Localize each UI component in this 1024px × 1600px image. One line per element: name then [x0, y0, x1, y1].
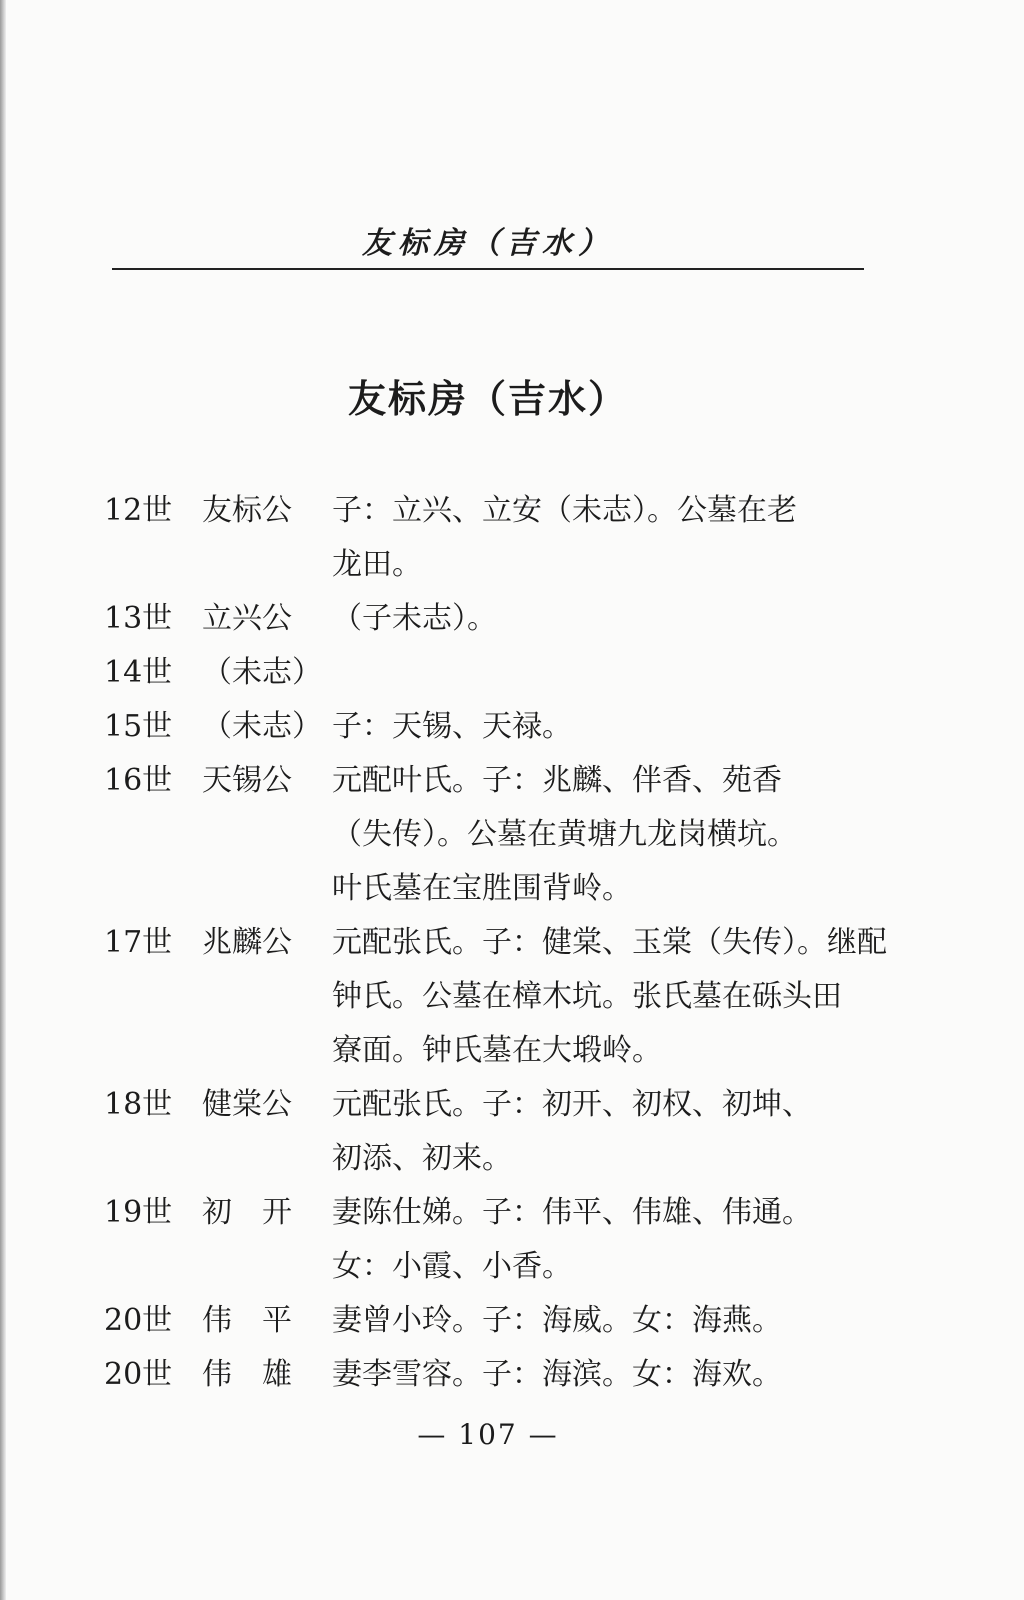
genealogy-entry: [104, 1078, 874, 1186]
genealogy-entry: [104, 1186, 874, 1294]
genealogy-entries: [104, 484, 887, 1402]
description-line: 龙田。: [332, 547, 422, 582]
running-header: 友标房（吉水）: [362, 226, 614, 261]
entry-description: [332, 1294, 864, 1348]
genealogy-entry: [104, 646, 874, 700]
header-rule: [112, 268, 864, 270]
description-line: 元配叶氏。子：兆麟、伴香、苑香: [332, 763, 782, 798]
description-line: 寮面。钟氏墓在大塅岭。: [332, 1033, 662, 1068]
person-name: 友标公: [202, 493, 292, 528]
entry-description: [332, 592, 864, 646]
generation-label: 12世: [104, 493, 173, 528]
description-line: 元配张氏。子：初开、初权、初坤、: [332, 1087, 812, 1122]
person-name: （未志）: [202, 655, 322, 690]
generation-label: 18世: [104, 1087, 173, 1122]
description-line: 元配张氏。子：健棠、玉棠（失传）。继配: [332, 925, 887, 960]
description-line: 子：天锡、天禄。: [332, 709, 572, 744]
description-line: 子：立兴、立安（未志）。公墓在老: [332, 493, 797, 528]
person-name: （未志）: [202, 709, 322, 744]
entry-description: [332, 916, 887, 1078]
page-number: — 107 —: [417, 1418, 559, 1451]
generation-label: 17世: [104, 925, 173, 960]
description-line: 妻李雪容。子：海滨。女：海欢。: [332, 1357, 782, 1392]
genealogy-entry: [104, 700, 874, 754]
description-line: 妻曾小玲。子：海威。女：海燕。: [332, 1303, 782, 1338]
description-line: 女：小霞、小香。: [332, 1249, 572, 1284]
genealogy-entry: [104, 916, 887, 1078]
entry-description: [332, 484, 864, 592]
description-line: 妻陈仕娣。子：伟平、伟雄、伟通。: [332, 1195, 812, 1230]
binding-shadow: [0, 0, 6, 1600]
entry-description: [332, 1186, 864, 1294]
description-line: 钟氏。公墓在樟木坑。张氏墓在砾头田: [332, 979, 842, 1014]
description-line: （子未志）。: [332, 601, 497, 636]
generation-label: 14世: [104, 655, 173, 690]
generation-label: 16世: [104, 763, 173, 798]
entry-description: [332, 1078, 864, 1186]
person-name: 天锡公: [202, 763, 292, 798]
description-line: （失传）。公墓在黄塘九龙岗横坑。: [332, 817, 797, 852]
genealogy-entry: [104, 484, 874, 592]
description-line: 初添、初来。: [332, 1141, 512, 1176]
genealogy-entry: [104, 754, 874, 916]
generation-label: 20世: [104, 1303, 173, 1338]
generation-label: 15世: [104, 709, 173, 744]
description-line: 叶氏墓在宝胜围背岭。: [332, 871, 632, 906]
person-name: 健棠公: [202, 1087, 292, 1122]
person-name: 伟 雄: [202, 1357, 292, 1392]
genealogy-entry: [104, 1294, 874, 1348]
genealogy-entry: [104, 1348, 874, 1402]
entry-description: [332, 1348, 864, 1402]
generation-label: 19世: [104, 1195, 173, 1230]
entry-description: [332, 700, 864, 754]
person-name: 初 开: [202, 1195, 292, 1230]
person-name: 伟 平: [202, 1303, 292, 1338]
entry-description: [332, 754, 864, 916]
generation-label: 13世: [104, 601, 173, 636]
page-title: 友标房（吉水）: [347, 376, 628, 421]
person-name: 兆麟公: [202, 925, 292, 960]
generation-label: 20世: [104, 1357, 173, 1392]
person-name: 立兴公: [202, 601, 292, 636]
genealogy-entry: [104, 592, 874, 646]
